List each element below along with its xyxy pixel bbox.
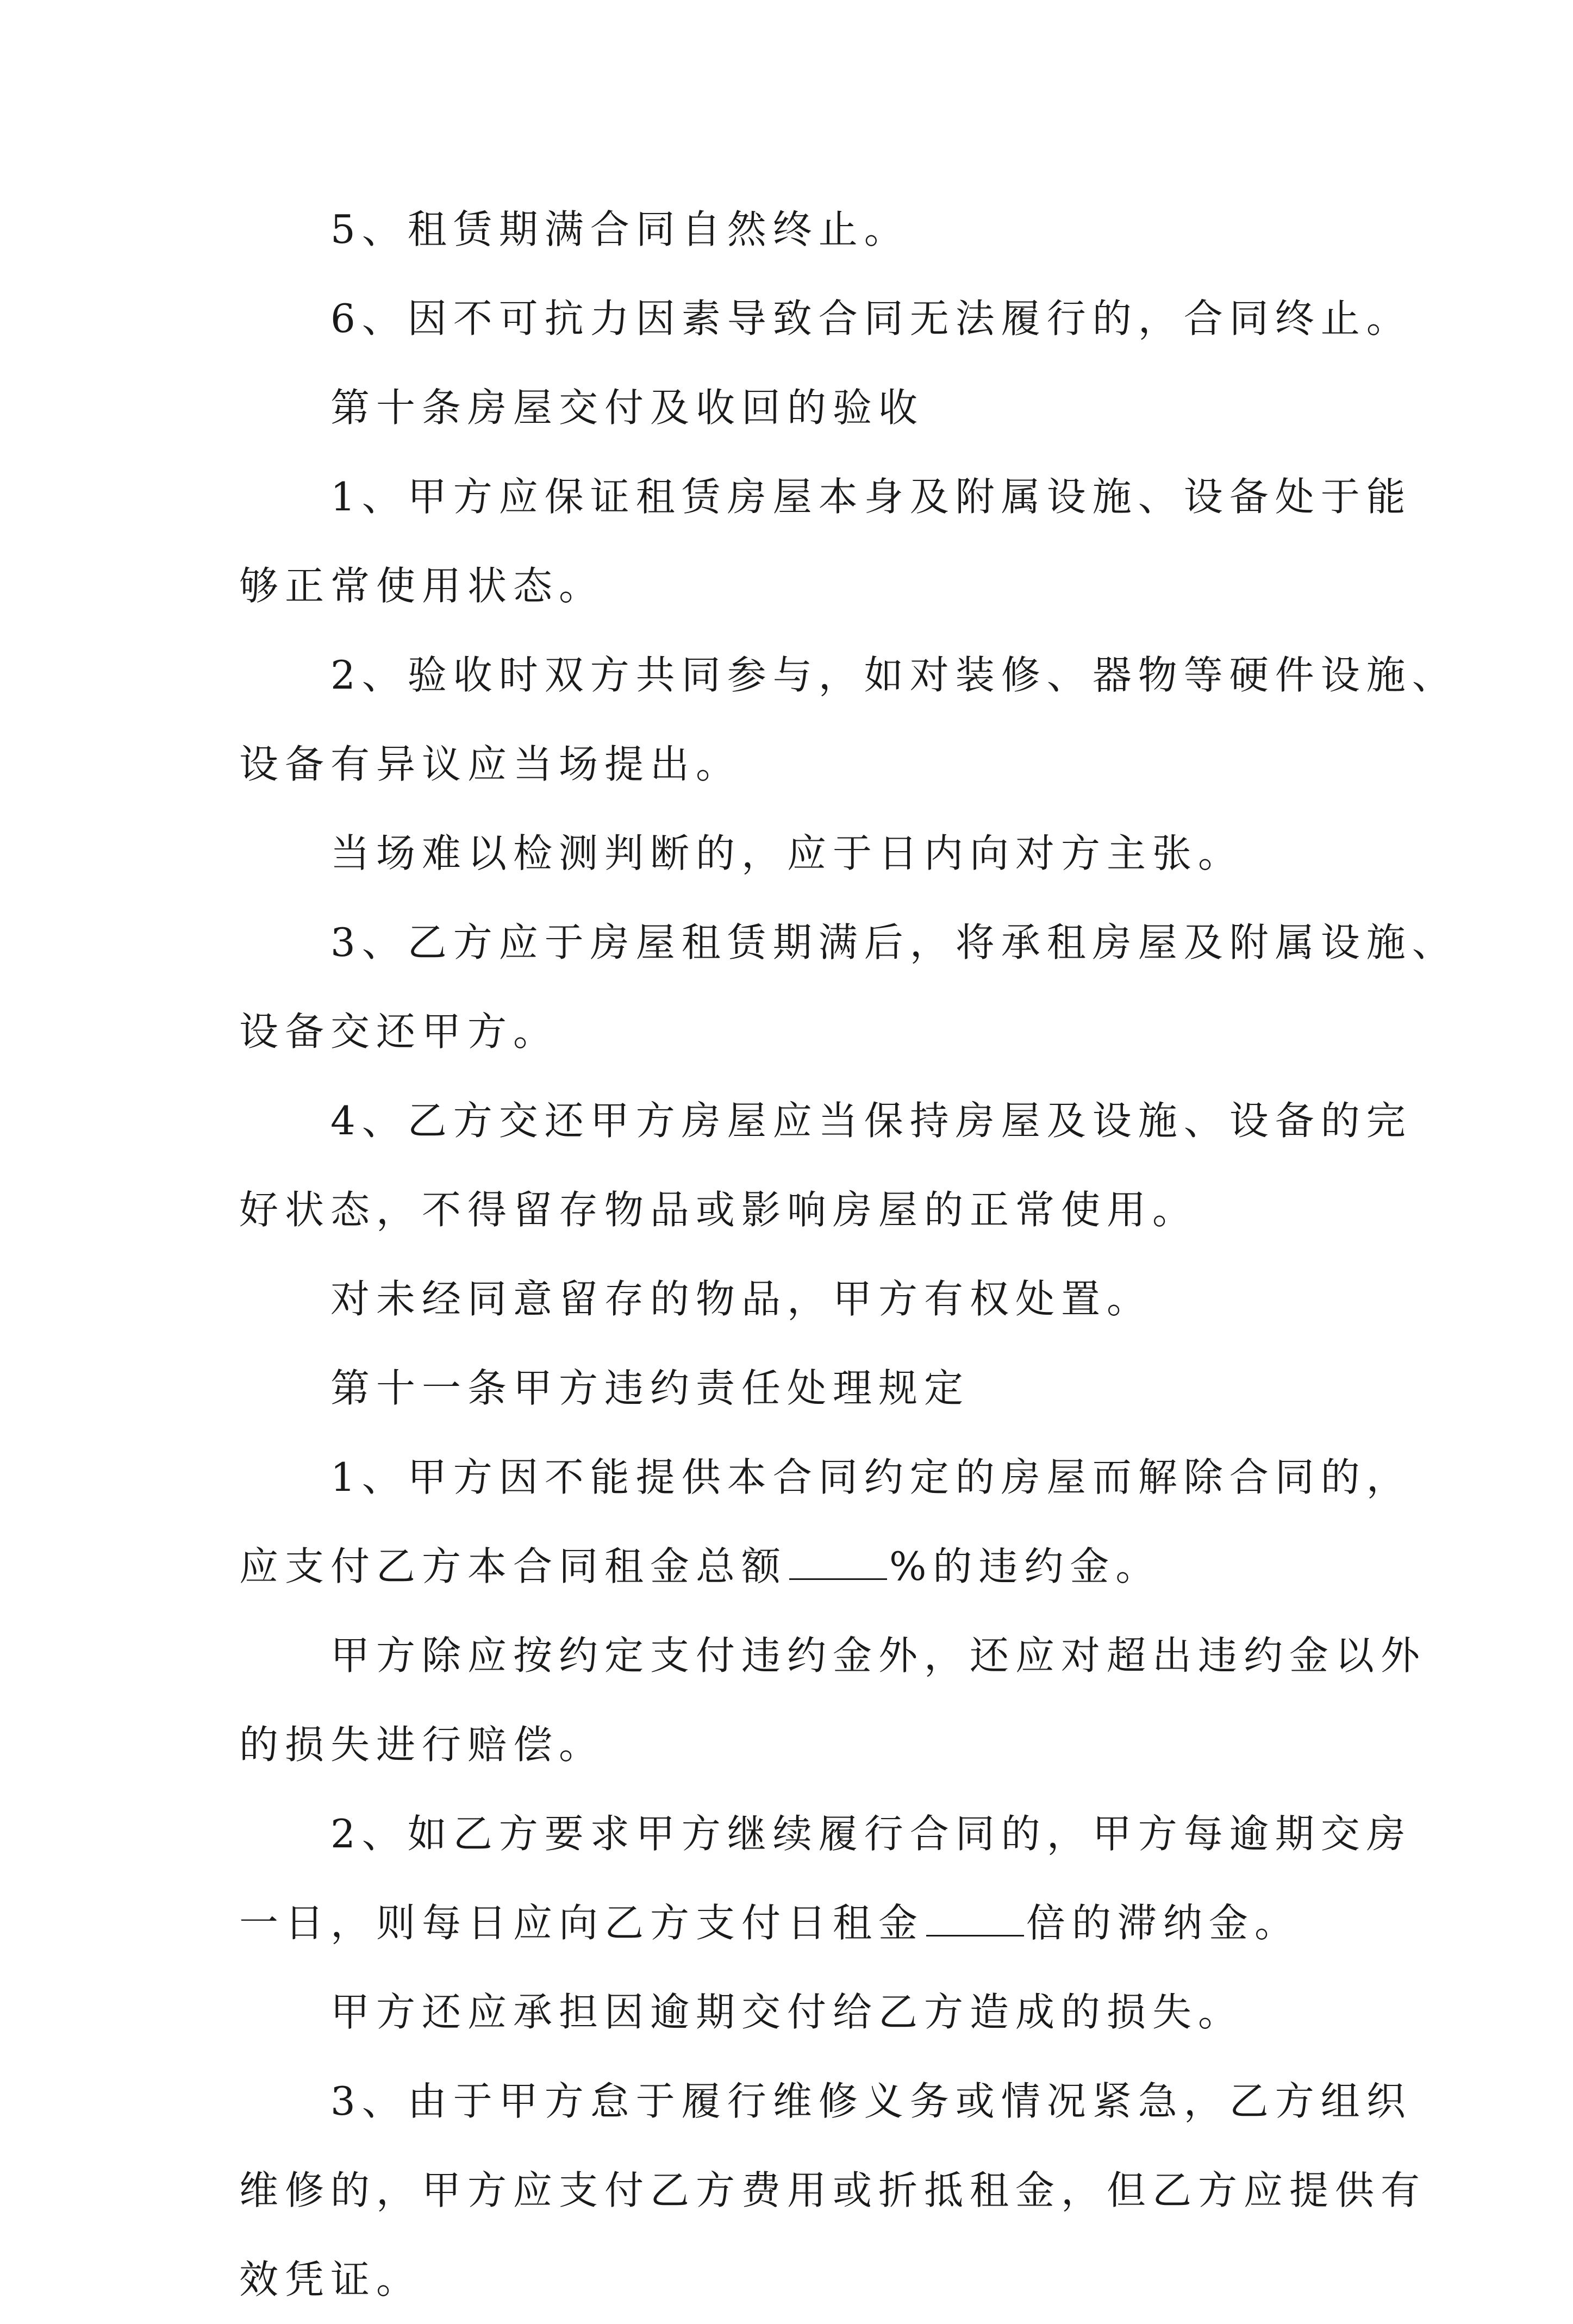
clause-line: 维修的，甲方应支付乙方费用或折抵租金，但乙方应提供有 — [239, 2167, 1427, 2213]
clause-line: 当场难以检测判断的，应于日内向对方主张。 — [330, 830, 1244, 876]
clause-text: 一日，则每日应向乙方支付日租金 — [239, 1900, 925, 1946]
clause-text: %的违约金。 — [889, 1544, 1162, 1589]
section-heading: 第十条房屋交付及收回的验收 — [330, 385, 925, 430]
clause-line: 6、因不可抗力因素导致合同无法履行的，合同终止。 — [330, 296, 1412, 341]
clause-line: 4、乙方交还甲方房屋应当保持房屋及设施、设备的完 — [330, 1098, 1412, 1144]
clause-line: 甲方除应按约定支付违约金外，还应对超出违约金以外 — [330, 1633, 1427, 1678]
clause-line — [239, 1878, 1337, 1967]
fill-in-blank — [926, 1902, 1024, 1936]
clause-line: 够正常使用状态。 — [239, 563, 605, 609]
contract-body — [239, 185, 1458, 2324]
clause-line: 1、甲方应保证租赁房屋本身及附属设施、设备处于能 — [330, 474, 1412, 520]
clause-line: 设备交还甲方。 — [239, 1009, 559, 1054]
clause-line: 2、验收时双方共同参与，如对装修、器物等硬件设施、 — [330, 652, 1458, 698]
clause-text: 应支付乙方本合同租金总额 — [239, 1544, 788, 1589]
clause-line: 1、甲方因不能提供本合同约定的房屋而解除合同的， — [330, 1454, 1412, 1500]
clause-line: 3、由于甲方怠于履行维修义务或情况紧急，乙方组织 — [330, 2078, 1412, 2124]
clause-line: 5、租赁期满合同自然终止。 — [330, 207, 910, 252]
fill-in-blank — [789, 1546, 887, 1580]
clause-line: 甲方还应承担因逾期交付给乙方造成的损失。 — [330, 1989, 1244, 2035]
clause-text: 倍的滞纳金。 — [1026, 1900, 1301, 1946]
section-heading: 第十一条甲方违约责任处理规定 — [330, 1365, 970, 1411]
clause-line: 对未经同意留存的物品，甲方有权处置。 — [330, 1276, 1153, 1322]
clause-line: 好状态，不得留存物品或影响房屋的正常使用。 — [239, 1187, 1199, 1233]
clause-line: 设备有异议应当场提出。 — [239, 741, 742, 787]
clause-line: 效凭证。 — [239, 2257, 422, 2302]
clause-line: 的损失进行赔偿。 — [239, 1722, 605, 1767]
clause-line: 2、如乙方要求甲方继续履行合同的，甲方每逾期交房 — [330, 1811, 1412, 1857]
clause-line: 3、乙方应于房屋租赁期满后，将承租房屋及附属设施、 — [330, 920, 1458, 965]
clause-line — [239, 1522, 1337, 1611]
